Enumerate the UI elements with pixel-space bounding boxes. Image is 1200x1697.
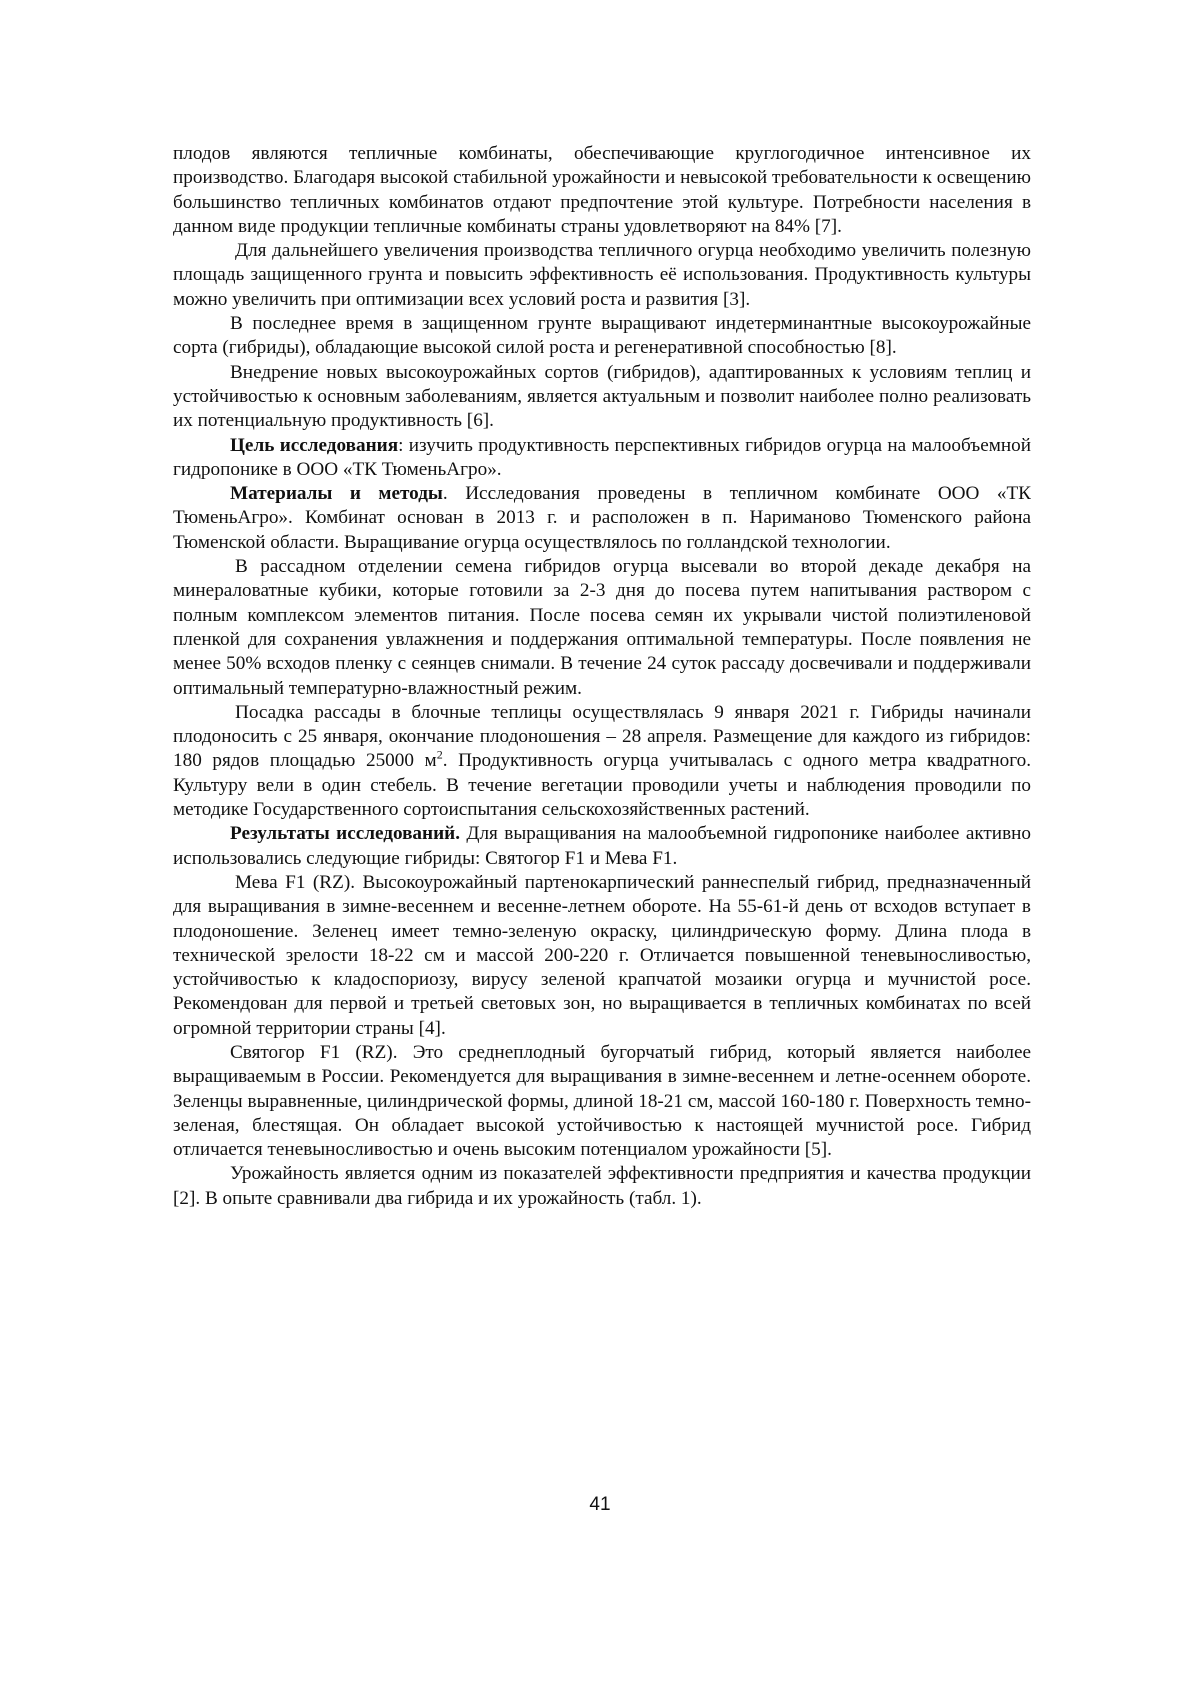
paragraph-seedling-department [173,555,1031,701]
paragraph-text: . Исследования проведены в тепличном комбинате ООО «ТК ТюменьАгро». Комбинат основан в 2013 г. и расположен в п. Нариманово Тюменского района Тюменской области. Выращивание огурца осуществлялось по голландской технологии. [173,483,1031,553]
paragraph-text: Для выращивания на малообъемной гидропонике наиболее активно использовались следующие гибриды: Святогор F1 и Мева F1. [173,823,1031,868]
paragraph-text: В последнее время в защищенном грунте выращивают индетерминантные высокоурожайные сорта (гибриды), обладающие высокой силой роста и регенеративной способностью [8]. [173,313,1031,358]
paragraph-materials-methods [173,482,1031,555]
paragraph-text: Посадка рассады в блочные теплицы осуществлялась 9 января 2021 г. Гибриды начинали плодоносить с 25 января, окончание плодоношения – 28 апреля. Размещение для каждого из гибридов: 180 рядов площадью 25000 м [173,702,1031,772]
paragraph-svyatogor-f1 [173,1041,1031,1162]
paragraph-text: Урожайность является одним из показателей эффективности предприятия и качества продукции [2]. В опыте сравнивали два гибрида и их урожайность (табл. 1). [173,1163,1031,1208]
page-body [173,142,1031,1211]
paragraph-text: Святогор F1 (RZ). Это среднеплодный бугорчатый гибрид, который является наиболее выращиваемым в России. Рекомендуется для выращивания в зимне-весеннем и летне-осеннем обороте. Зеленцы выравненные, цилиндрической формы, длиной 18-21 см, массой 160-180 г. Поверхность темно-зеленая, блестящая. Он обладает высокой устойчивостью к настоящей мучнистой росе. Гибрид отличается теневыносливостью и очень высоким потенциалом урожайности [5]. [173,1042,1031,1160]
superscript: 2 [437,748,443,762]
paragraph-text: Внедрение новых высокоурожайных сортов (гибридов), адаптированных к условиям теплиц и устойчивостью к основным заболеваниям, является актуальным и позволит наиболее полно реализовать их потенциальную продуктивность [6]. [173,362,1031,432]
paragraph-new-varieties [173,361,1031,434]
page-number: 41 [0,1494,1200,1516]
paragraph-text: Для дальнейшего увеличения производства тепличного огурца необходимо увеличить полезную площадь защищенного грунта и повысить эффективность её использования. Продуктивность культуры можно увеличить при оптимизации всех условий роста и развития [3]. [173,240,1031,310]
paragraph-yield [173,1162,1031,1211]
paragraph-text: В рассадном отделении семена гибридов огурца высевали во второй декаде декабря на минераловатные кубики, которые готовили за 2-3 дня до посева путем напитывания раствором с полным комплексом элементов питания. После посева семян их укрывали чистой полиэтиленовой пленкой для сохранения увлажнения и поддержания оптимальной температуры. После появления не менее 50% всходов пленку с сеянцев снимали. В течение 24 суток рассаду досвечивали и поддерживали оптимальный температурно-влажностный режим. [173,556,1031,698]
paragraph-text-continued: . Продуктивность огурца учитывалась с одного метра квадратного. Культуру вели в один стебель. В течение вегетации проводили учеты и наблюдения проводили по методике Государственного сортоиспытания сельскохозяйственных растений. [173,750,1031,820]
paragraph-text: плодов являются тепличные комбинаты, обеспечивающие круглогодичное интенсивное их производство. Благодаря высокой стабильной урожайности и невысокой требовательности к освещению большинство тепличных комбинатов отдают предпочтение этой культуре. Потребности населения в данном виде продукции тепличные комбинаты страны удовлетворяют на 84% [7]. [173,143,1031,237]
section-lead-methods: Материалы и методы [230,483,443,504]
paragraph-research-goal [173,434,1031,483]
paragraph-intro [173,142,1031,239]
paragraph-text: : изучить продуктивность перспективных гибридов огурца на малообъемной гидропонике в ООО «ТК ТюменьАгро». [173,435,1031,480]
section-lead-goal: Цель исследования [230,435,398,456]
paragraph-area-increase [173,239,1031,312]
paragraph-text: Мева F1 (RZ). Высокоурожайный партенокарпический раннеспелый гибрид, предназначенный для выращивания в зимне-весеннем и весенне-летнем обороте. На 55-61-й день от всходов вступает в плодоношение. Зеленец имеет темно-зеленую окраску, цилиндрическую форму. Длина плода в технической зрелости 18-22 см и массой 200-220 г. Отличается повышенной теневыносливостью, устойчивостью к кладоспориозу, вирусу зеленой крапчатой мозаики огурца и мучнистой росе. Рекомендован для первой и третьей световых зон, но выращивается в тепличных комбинатах по всей огромной территории страны [4]. [173,872,1031,1039]
paragraph-results [173,822,1031,871]
paragraph-indeterminate [173,312,1031,361]
section-lead-results: Результаты исследований. [230,823,460,844]
paragraph-meva-f1 [173,871,1031,1041]
paragraph-planting [173,701,1031,822]
